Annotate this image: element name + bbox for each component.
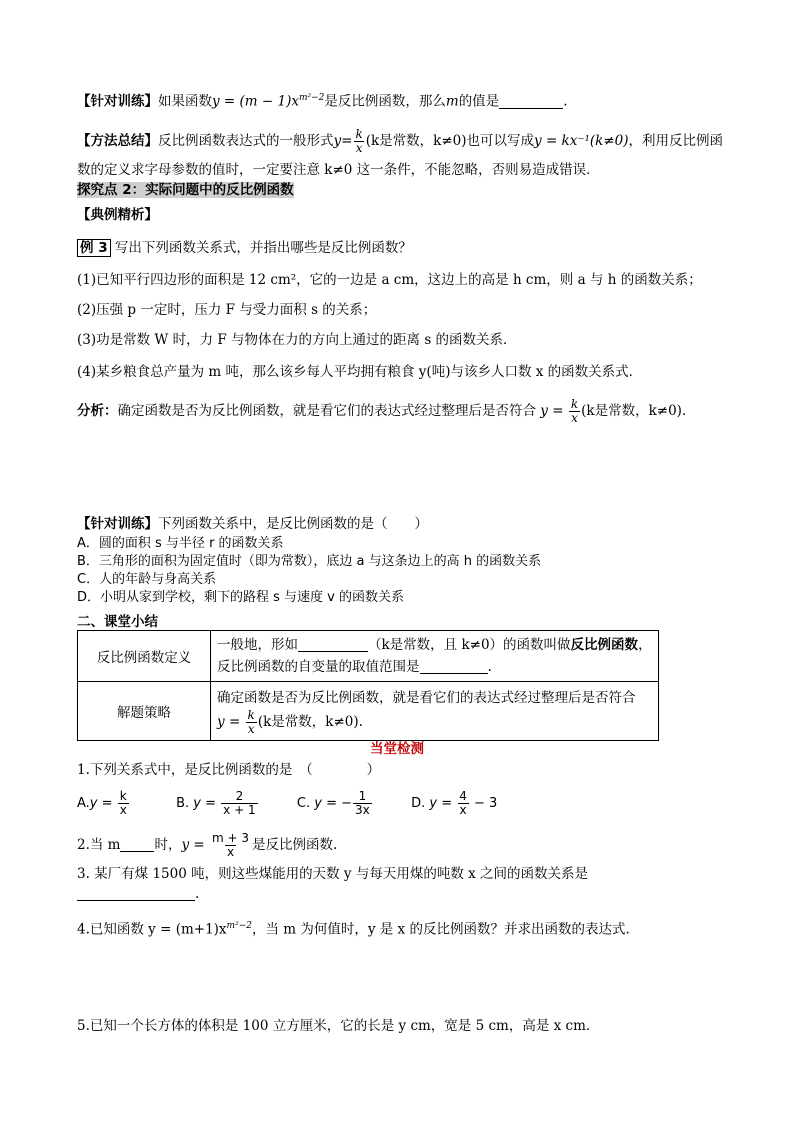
text: =	[205, 796, 217, 811]
training-question-1	[77, 88, 567, 112]
denominator: x + 1	[223, 803, 256, 817]
text: 是反比例函数.	[252, 837, 338, 853]
text: 4.已知函数 y = (m+1)x	[77, 921, 227, 938]
numerator: k	[247, 707, 255, 722]
text: 确定函数是否为反比例函数，就是看它们的表达式经过整理后是否符合	[217, 689, 636, 706]
domain-blank[interactable]	[420, 659, 488, 674]
text: 反比例函数表达式的一般形式	[158, 133, 334, 149]
denominator: x	[119, 803, 127, 817]
method-summary-line-1	[77, 128, 723, 155]
check-q4	[77, 916, 630, 940]
text: (k是常数，k≠0).	[257, 713, 363, 730]
training-question-2	[77, 514, 428, 534]
example-3-prompt	[77, 238, 412, 258]
highlight: 探究点 2：实际问题中的反比例函数	[77, 182, 294, 198]
var: y	[314, 796, 322, 811]
var: y	[540, 403, 548, 419]
fraction	[457, 790, 469, 817]
fraction	[353, 128, 364, 155]
var: y	[181, 837, 190, 853]
text: ，利用反比例函	[628, 133, 723, 149]
definition-cell	[211, 631, 659, 682]
check-q5: 5.已知一个长方体的体积是 100 立方厘米，它的长是 y cm，宽是 5 cm，高是 x cm．	[77, 1018, 600, 1034]
option-d[interactable]: D．小明从家到学校，剩下的路程 s 与速度 v 的函数关系	[77, 590, 405, 605]
fraction	[221, 790, 257, 817]
text: 当堂检测	[370, 741, 424, 757]
text: 反比例函数	[570, 637, 639, 653]
example-3-q4: (4)某乡粮食总产量为 m 吨，那么该乡每人平均拥有粮食 y(吨)与该乡人口数 x 的函数关系式．	[77, 364, 643, 380]
text: =	[341, 133, 353, 149]
text: ，	[638, 637, 652, 653]
var: y	[89, 796, 98, 811]
check-q1-options	[77, 790, 497, 817]
var: y	[429, 796, 438, 811]
choice-d[interactable]	[411, 789, 498, 817]
summary-table	[77, 630, 659, 741]
section-label: 【针对训练】	[77, 93, 158, 110]
text: 时，	[154, 837, 182, 853]
row-head-definition: 反比例函数定义	[78, 631, 211, 682]
q2-blank[interactable]	[120, 837, 154, 852]
numerator: m + 3	[212, 831, 250, 845]
explore-point-2-title	[77, 180, 294, 200]
choice-b[interactable]	[176, 789, 259, 817]
denominator: x	[247, 721, 255, 736]
fraction	[210, 832, 251, 859]
text: y = kx⁻¹(k≠0)	[534, 133, 629, 149]
option-b[interactable]: B．三角形的面积为固定值时（即为常数），底边 a 与这条边上的高 h 的函数关系	[77, 554, 542, 569]
text: .	[195, 886, 200, 902]
numerator: k	[570, 397, 579, 411]
choice-c[interactable]	[296, 789, 373, 817]
var: y	[193, 796, 201, 811]
text: =	[193, 837, 205, 853]
analysis	[77, 398, 686, 425]
option-c[interactable]: C．人的年龄与身高关系	[77, 572, 217, 587]
denominator: 3x	[355, 803, 370, 817]
numerator: 1	[358, 789, 367, 803]
text: =	[228, 713, 241, 730]
text: =	[326, 796, 337, 811]
table-row	[78, 631, 659, 682]
text: 写出下列函数关系式，并指出哪些是反比例函数？	[114, 240, 412, 256]
numerator: k	[119, 789, 127, 803]
denominator: x	[459, 803, 467, 817]
example-3-q2: (2)压强 p 一定时，压力 F 与受力面积 s 的关系；	[77, 302, 377, 318]
denominator: x	[571, 411, 578, 425]
text: −	[341, 796, 353, 811]
text: =	[101, 796, 113, 811]
text: B.	[176, 796, 190, 811]
text: 的值是	[458, 93, 500, 110]
text: （k是常数，且 k≠0）的函数叫做	[368, 637, 571, 653]
var: y	[333, 133, 342, 149]
denominator: x	[355, 141, 363, 155]
check-q3: 3. 某厂有煤 1500 吨，则这些煤能用的天数 y 与每天用煤的吨数 x 之间的函数关系是	[77, 866, 589, 882]
text: (k是常数，k≠0)也可以写成	[365, 133, 535, 149]
text: 一般地，形如	[217, 637, 298, 653]
section-label: 【方法总结】	[77, 133, 158, 149]
example-heading: 【典例精析】	[77, 207, 158, 223]
check-title	[0, 737, 794, 757]
strategy-cell	[211, 682, 659, 741]
numerator: 2	[235, 789, 244, 803]
denominator: x	[226, 845, 235, 859]
text: 反比例函数的自变量的取值范围是	[217, 659, 420, 675]
text: ，当 m 为何值时，y 是 x 的反比例函数？并求出函数的表达式.	[251, 921, 630, 938]
section-label: 分析：	[77, 403, 118, 419]
text: 确定函数是否为反比例函数，就是看它们的表达式经过整理后是否符合	[117, 403, 536, 419]
choice-a[interactable]	[77, 789, 130, 817]
text: =	[441, 796, 453, 811]
example-3-q3: (3)功是常数 W 时，力 F 与物体在力的方向上通过的距离 s 的函数关系．	[77, 332, 517, 348]
check-q1: 1.下列关系式中，是反比例函数的是 （ ）	[77, 762, 381, 778]
text: .	[487, 659, 492, 675]
option-a[interactable]: A．圆的面积 s 与半径 r 的函数关系	[77, 536, 284, 551]
text: 如果函数	[158, 93, 212, 110]
numerator: 4	[459, 789, 467, 803]
var: m	[445, 93, 459, 110]
text: 2.当 m	[77, 837, 121, 853]
fraction	[353, 790, 372, 817]
text: 是反比例函数，那么	[324, 93, 446, 110]
fraction	[118, 790, 129, 817]
var: y	[217, 713, 225, 730]
formula: y = (m − 1)x	[212, 93, 299, 110]
text: − 3	[474, 796, 498, 811]
section-label: 【针对训练】	[77, 516, 158, 532]
text: (k是常数，k≠0).	[581, 403, 687, 419]
example-3-q1: (1)已知平行四边形的面积是 12 cm²，它的一边是 a cm，这边上的高是 h cm，则 a 与 h 的函数关系；	[77, 272, 702, 288]
numerator: k	[355, 127, 363, 141]
fraction	[246, 709, 257, 736]
exponent: m²−2	[298, 93, 325, 103]
q3-blank[interactable]	[77, 886, 195, 901]
text: .	[563, 93, 568, 110]
text: C.	[296, 796, 311, 811]
check-q2	[77, 832, 337, 859]
method-summary-line-2: 数的定义求字母参数的值时，一定要注意 k≠0 这一条件，不能忽略，否则易造成错误．	[77, 162, 600, 178]
definition-blank[interactable]	[298, 637, 368, 652]
text: 下列函数关系中，是反比例函数的是（ ）	[158, 516, 428, 532]
summary-heading: 二、课堂小结	[77, 614, 158, 630]
text: A.	[77, 796, 90, 811]
check-q3-answer	[77, 884, 199, 904]
text: =	[552, 403, 564, 419]
answer-blank[interactable]	[499, 94, 563, 109]
example-tag: 例 3	[77, 239, 111, 257]
table-row	[78, 682, 659, 741]
exponent: m²−2	[226, 921, 252, 931]
fraction	[569, 398, 580, 425]
text: D.	[411, 796, 426, 811]
row-head-strategy: 解题策略	[78, 682, 211, 741]
